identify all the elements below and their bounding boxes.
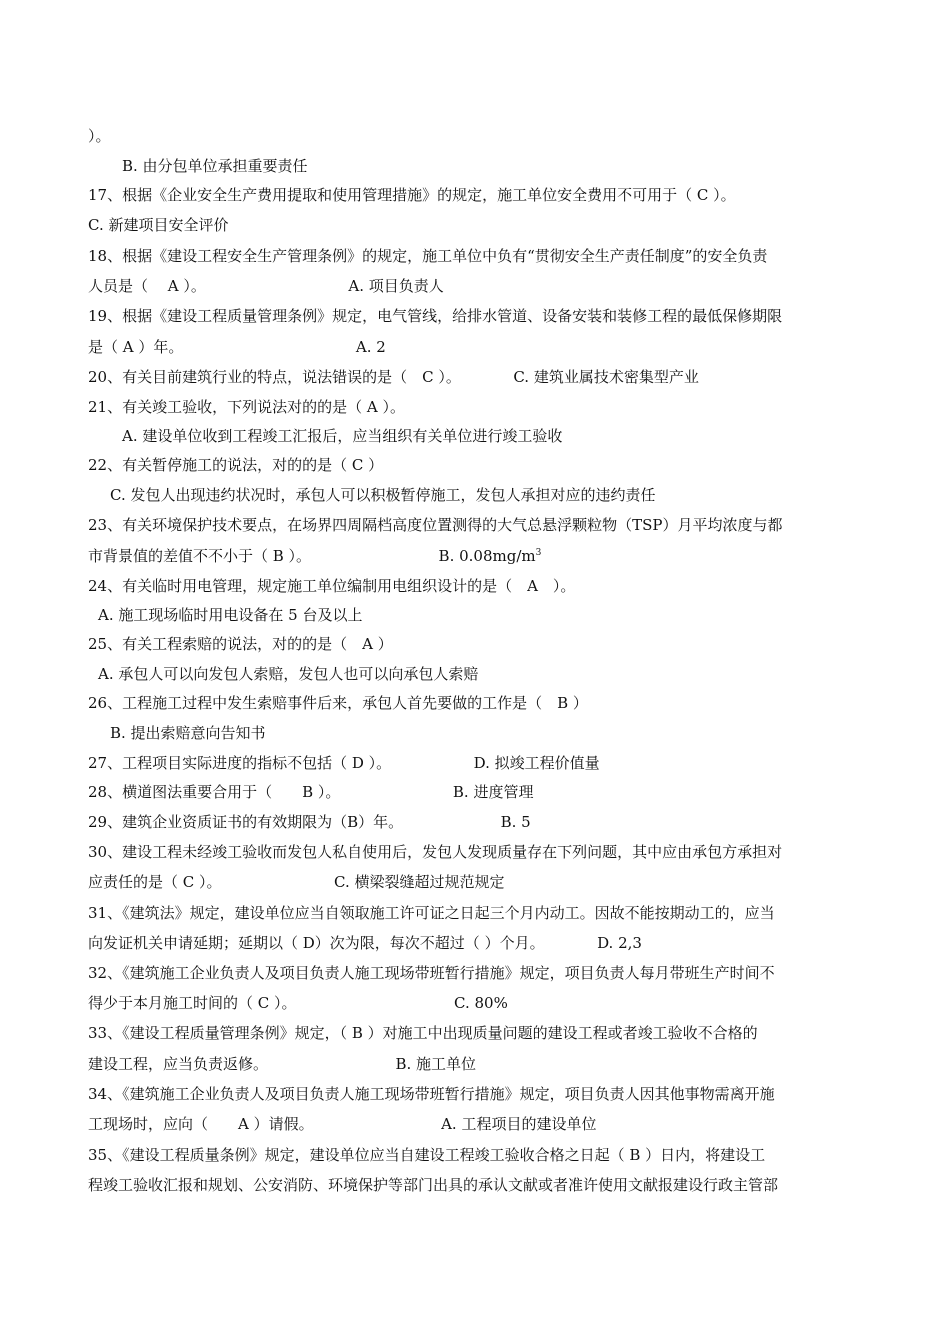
- text-line: C. 发包人出现违约状况时，承包人可以积极暂停施工，发包人承担对应的违约责任: [110, 486, 656, 504]
- text-line: 24、有关临时用电管理，规定施工单位编制用电组织设计的是（ A ）。: [88, 577, 576, 595]
- text-line: 17、根据《企业安全生产费用提取和使用管理措施》的规定，施工单位安全费用不可用于（ C ）。: [88, 186, 736, 204]
- text-line: 34、《建筑施工企业负责人及项目负责人施工现场带班暂行措施》规定，项目负责人因其他事物需离开施: [88, 1085, 775, 1103]
- text-line: C. 新建项目安全评价: [88, 216, 229, 234]
- text-line: [88, 546, 868, 566]
- text-line: 20、有关目前建筑行业的特点，说法错误的是（ C ）。 C. 建筑业属技术密集型产业: [88, 368, 699, 386]
- text-line: A. 承包人可以向发包人索赔，发包人也可以向承包人索赔: [98, 665, 479, 683]
- text-line: 应责任的是（ C ）。 C. 横梁裂缝超过规范规定: [88, 873, 505, 891]
- text-line: 21、有关竣工验收，下列说法对的的是（ A ）。: [88, 398, 405, 416]
- text-line: 35、《建设工程质量条例》规定，建设单位应当自建设工程竣工验收合格之日起（ B ）日内，将建设工: [88, 1146, 766, 1164]
- text-line: 30、建设工程未经竣工验收而发包人私自使用后，发包人发现质量存在下列问题，其中应由承包方承担对: [88, 843, 783, 861]
- text-line: ）。: [88, 127, 111, 145]
- text-line: 建设工程，应当负责返修。 B. 施工单位: [88, 1055, 477, 1073]
- text-line: A. 施工现场临时用电设备在 5 台及以上: [98, 606, 363, 624]
- text-line: 程竣工验收汇报和规划、公安消防、环境保护等部门出具的承认文献或者准许使用文献报建设行政主管部: [88, 1176, 779, 1194]
- text-line: 23、有关环境保护技术要点，在场界四周隔档高度位置测得的大气总悬浮颗粒物（TSP）月平均浓度与都: [88, 516, 783, 534]
- text-line: 33、《建设工程质量管理条例》规定，（ B ）对施工中出现质量问题的建设工程或者竣工验收不合格的: [88, 1024, 758, 1042]
- text-line: 19、根据《建设工程质量管理条例》规定，电气管线，给排水管道、设备安装和装修工程的最低保修期限: [88, 307, 783, 325]
- text-line-main: 市背景值的差值不不小于（ B ）。 B. 0.08mg/m: [88, 547, 536, 565]
- text-line: 32、《建筑施工企业负责人及项目负责人施工现场带班暂行措施》规定，项目负责人每月带班生产时间不: [88, 964, 775, 982]
- text-line: 18、根据《建设工程安全生产管理条例》的规定，施工单位中负有“贯彻安全生产责任制度”的安全负责: [88, 247, 768, 265]
- text-line: 25、有关工程索赔的说法，对的的是（ A ）: [88, 635, 393, 653]
- text-line: 28、横道图法重要合用于（ B ）。 B. 进度管理: [88, 783, 534, 801]
- text-line: B. 由分包单位承担重要责任: [122, 157, 308, 175]
- text-line: 工现场时，应向（ A ）请假。 A. 工程项目的建设单位: [88, 1115, 597, 1133]
- text-line: 是（ A ）年。 A. 2: [88, 338, 386, 356]
- text-line: 31、《建筑法》规定，建设单位应当自领取施工许可证之日起三个月内动工。因故不能按期动工的，应当: [88, 904, 775, 922]
- text-line: 人员是（ A ）。 A. 项目负责人: [88, 277, 444, 295]
- text-line: A. 建设单位收到工程竣工汇报后，应当组织有关单位进行竣工验收: [122, 427, 563, 445]
- text-line: 得少于本月施工时间的（ C ）。 C. 80%: [88, 994, 508, 1012]
- text-line: B. 提出索赔意向告知书: [110, 724, 266, 742]
- text-line: 26、工程施工过程中发生索赔事件后来，承包人首先要做的工作是（ B ）: [88, 694, 588, 712]
- text-line: 29、建筑企业资质证书的有效期限为（B）年。 B. 5: [88, 813, 531, 831]
- text-line: 27、工程项目实际进度的指标不包括（ D ）。 D. 拟竣工程价值量: [88, 754, 600, 772]
- text-line: 向发证机关申请延期；延期以（ D）次为限，每次不超过（ ）个月。 D. 2,3: [88, 934, 642, 952]
- text-line: 22、有关暂停施工的说法，对的的是（ C ）: [88, 456, 384, 474]
- unit-exponent: 3: [535, 548, 542, 558]
